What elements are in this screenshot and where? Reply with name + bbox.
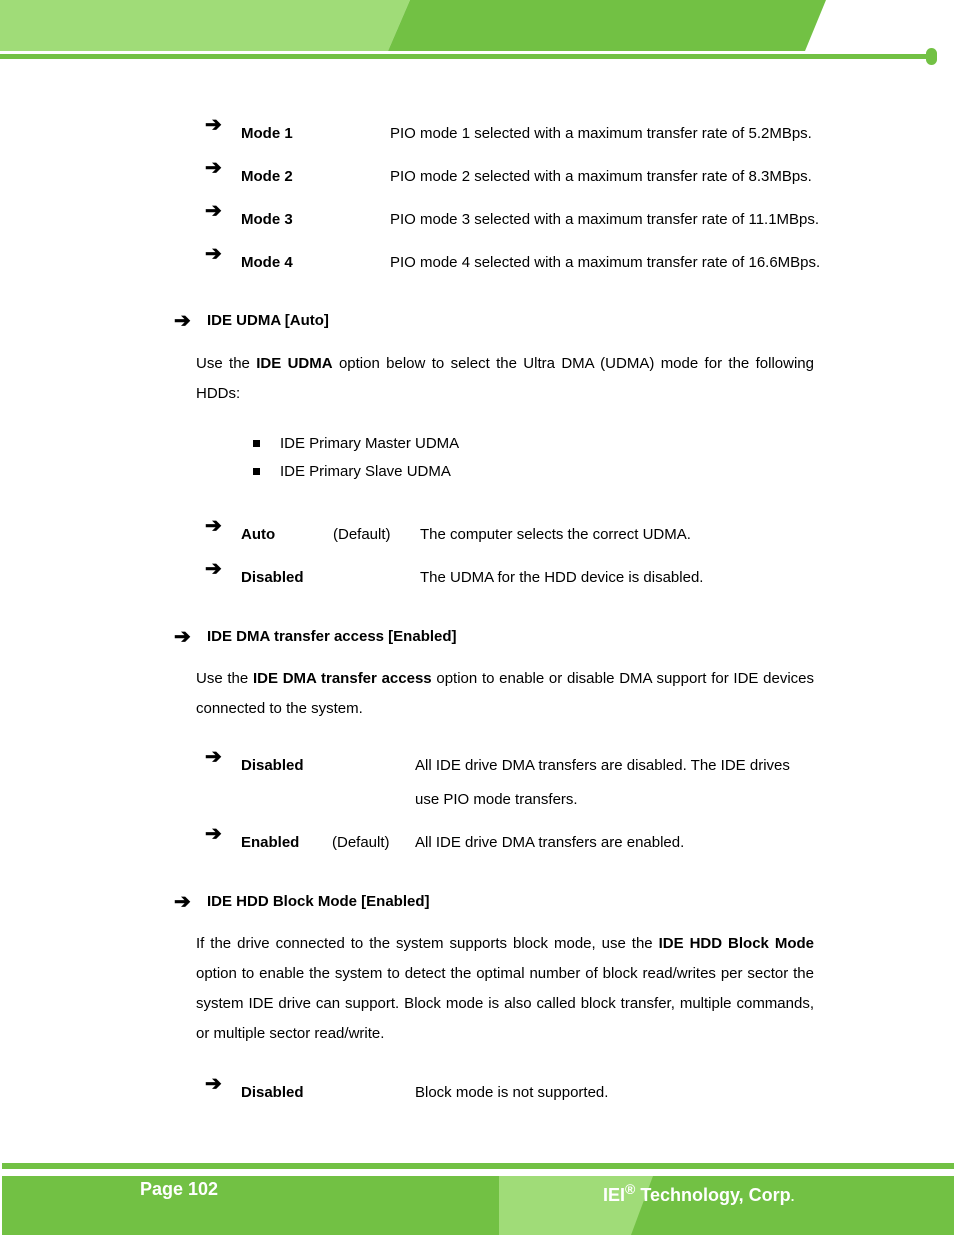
mode-name: Mode 3 (241, 211, 293, 228)
option-name: Enabled (241, 834, 300, 851)
footer-rule (2, 1163, 954, 1169)
option-description: Block mode is not supported. (415, 1084, 609, 1101)
mode-description: PIO mode 4 selected with a maximum transfer rate of 16.6MBps. (390, 254, 821, 271)
company-logo-text: IEI® Technology, Corp. (603, 1181, 795, 1205)
mode-name: Mode 2 (241, 168, 293, 185)
header-rule (0, 54, 932, 59)
list-item: IDE Primary Master UDMA (280, 435, 460, 452)
bullet-square-icon (253, 468, 260, 475)
header-rule-cap (926, 48, 937, 65)
arrow-icon: ➔ (205, 243, 222, 265)
option-description: All IDE drive DMA transfers are disabled. The IDE drives (415, 757, 790, 774)
arrow-icon: ➔ (174, 626, 191, 648)
option-description: The computer selects the correct UDMA. (420, 526, 691, 543)
option-name: Disabled (241, 757, 304, 774)
mode-name: Mode 1 (241, 125, 293, 142)
arrow-icon: ➔ (205, 515, 222, 537)
mode-name: Mode 4 (241, 254, 293, 271)
arrow-icon: ➔ (174, 310, 191, 332)
block-mode-intro-paragraph: If the drive connected to the system supports block mode, use the IDE HDD Block Mode option to enable the system to detect the optimal number of block read/writes per sector the system IDE drive can support. Block mode is also called block transfer, multiple commands, or multiple sector read/write. (196, 935, 815, 1042)
arrow-icon: ➔ (174, 891, 191, 913)
arrow-icon: ➔ (205, 746, 222, 768)
option-default-tag: (Default) (333, 526, 391, 543)
section-heading-udma: IDE UDMA [Auto] (207, 312, 329, 329)
option-description: All IDE drive DMA transfers are enabled. (415, 834, 685, 851)
bullet-square-icon (253, 440, 260, 447)
option-description-continued: use PIO mode transfers. (415, 791, 578, 808)
mode-description: PIO mode 2 selected with a maximum transfer rate of 8.3MBps. (390, 168, 812, 185)
page-number: Page 102 (140, 1179, 219, 1199)
option-default-tag: (Default) (332, 834, 390, 851)
arrow-icon: ➔ (205, 558, 222, 580)
mode-description: PIO mode 3 selected with a maximum transfer rate of 11.1MBps. (390, 211, 820, 228)
header-bar-dark (388, 0, 826, 51)
udma-intro-paragraph: Use the IDE UDMA option below to select the Ultra DMA (UDMA) mode for the following HDDs: (196, 355, 814, 402)
mode-description: PIO mode 1 selected with a maximum transfer rate of 5.2MBps. (390, 125, 812, 142)
section-heading-block-mode: IDE HDD Block Mode [Enabled] (207, 893, 430, 910)
option-name: Auto (241, 526, 276, 543)
arrow-icon: ➔ (205, 114, 222, 136)
arrow-icon: ➔ (205, 157, 222, 179)
dma-intro-paragraph: Use the IDE DMA transfer access option to enable or disable DMA support for IDE devices connected to the system. (196, 670, 814, 717)
option-name: Disabled (241, 569, 304, 586)
list-item: IDE Primary Slave UDMA (280, 463, 451, 480)
arrow-icon: ➔ (205, 823, 222, 845)
option-name: Disabled (241, 1084, 304, 1101)
option-description: The UDMA for the HDD device is disabled. (420, 569, 704, 586)
header-bar-light (0, 0, 410, 51)
arrow-icon: ➔ (205, 200, 222, 222)
arrow-icon: ➔ (205, 1073, 222, 1095)
section-heading-dma: IDE DMA transfer access [Enabled] (207, 628, 457, 645)
